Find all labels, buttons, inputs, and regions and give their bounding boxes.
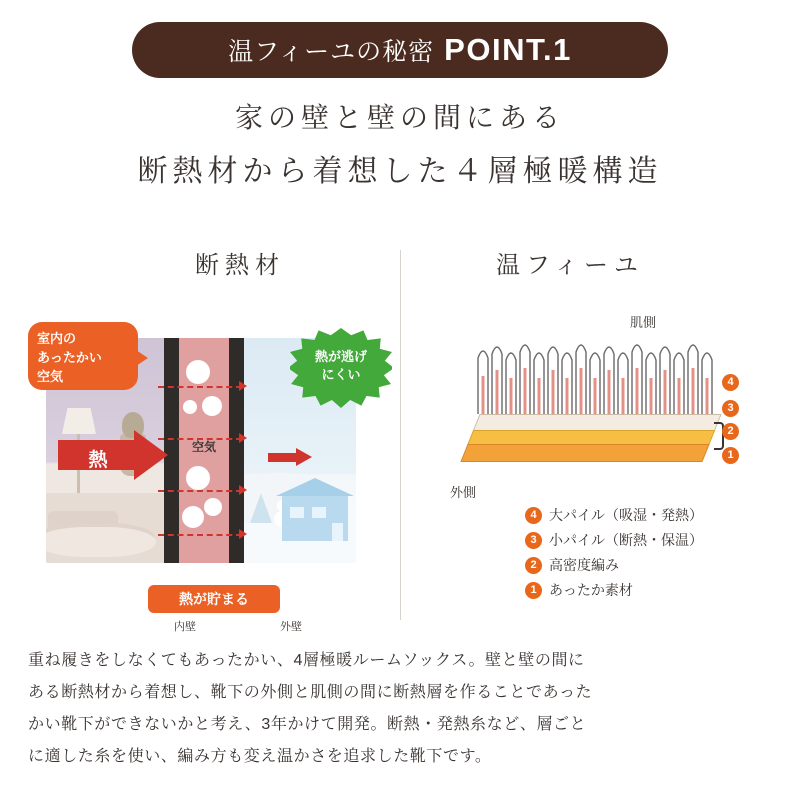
- legend-badge-1: 1: [525, 582, 542, 599]
- rug-icon: [46, 527, 156, 557]
- legend-row: [525, 530, 775, 550]
- heat-arrow: [58, 430, 173, 480]
- headline-line-2: 断熱材から着想した４層極暖構造: [137, 154, 663, 188]
- burst-text-line-2: にくい: [321, 367, 361, 383]
- layer-number-4: 4: [722, 372, 739, 391]
- layer-number-2: 2: [722, 421, 739, 440]
- heat-flow-dash: [158, 490, 242, 492]
- indoor-air-callout-line-2: あったかい: [37, 349, 102, 365]
- column-divider: [400, 250, 401, 620]
- house-window-icon: [290, 507, 304, 518]
- legend-label-2: 高密度編み: [549, 557, 619, 573]
- legend-row: [525, 580, 775, 600]
- legend-badge-2: 2: [525, 557, 542, 574]
- heat-escape-arrow-head-icon: [296, 448, 312, 466]
- heat-flow-dash: [158, 386, 242, 388]
- headline-line-1: 家の壁と壁の間にある: [234, 102, 565, 133]
- house-window-icon: [312, 507, 326, 518]
- heat-flow-arrow-icon: [239, 529, 247, 539]
- inner-wall-label: 内壁: [174, 621, 196, 633]
- body-paragraph: [28, 645, 772, 773]
- heat-flow-arrow-icon: [239, 381, 247, 391]
- fabric-layer-1: [460, 444, 709, 462]
- air-bubble: [204, 498, 222, 516]
- column-title-product: 温フィーユ: [495, 252, 645, 279]
- heat-flow-arrow-icon: [239, 485, 247, 495]
- fabric-legend: [525, 505, 775, 605]
- burst-text-line-1: 熱が逃げ: [314, 349, 367, 364]
- heat-flow-dash: [158, 534, 242, 536]
- headline: [0, 98, 800, 194]
- air-bubble: [186, 466, 210, 490]
- burst-text: [290, 348, 392, 384]
- tree-icon: [250, 493, 272, 523]
- heat-storage-tag: 熱が貯まる: [148, 585, 280, 613]
- legend-row: [525, 505, 775, 525]
- cavity-air-label: 空気: [191, 440, 216, 454]
- column-title-insulation: 断熱材: [195, 252, 285, 279]
- heat-escape-arrow-shaft: [268, 453, 298, 462]
- pile-loops-icon: [470, 336, 730, 414]
- legend-badge-4: 4: [525, 507, 542, 524]
- indoor-air-callout-line-1: 室内の: [37, 331, 77, 346]
- heat-arrow-head-icon: [134, 430, 168, 480]
- house-icon: [282, 495, 348, 541]
- fabric-cross-section: [470, 336, 730, 486]
- body-line-4: に適した糸を使い、編み方も変え温かさを追求した靴下です。: [28, 748, 492, 765]
- legend-badge-3: 3: [525, 532, 542, 549]
- body-line-3: かい靴下ができないかと考え、3年かけて開発。断熱・発熱糸など、層ごと: [28, 716, 587, 733]
- heat-flow-arrow-icon: [239, 433, 247, 443]
- fabric-illustration: [430, 300, 780, 620]
- legend-label-3: 小パイル（断熱・保温）: [549, 532, 703, 548]
- air-bubble: [183, 400, 197, 414]
- air-bubble: [186, 360, 210, 384]
- layer-number-3: 3: [722, 398, 739, 417]
- air-bubble: [202, 396, 222, 416]
- heat-escape-arrow: [268, 448, 314, 466]
- outside-label: 外側: [450, 485, 477, 500]
- indoor-air-callout-line-3: 空気: [37, 368, 64, 384]
- skin-side-label: 肌側: [630, 315, 657, 330]
- header-badge-jp: 温フィーユの秘密: [228, 38, 435, 66]
- air-bubble: [182, 506, 204, 528]
- legend-label-1: あったか素材: [549, 582, 633, 598]
- indoor-air-callout: [28, 322, 138, 390]
- header-badge: [132, 22, 668, 78]
- header-badge-en: POINT.1: [444, 32, 572, 67]
- legend-label-4: 大パイル（吸湿・発熱）: [549, 507, 703, 523]
- house-door-icon: [332, 523, 343, 541]
- outer-wall-label: 外壁: [280, 621, 302, 633]
- heat-retention-burst: [290, 328, 392, 408]
- body-line-1: 重ね履きをしなくてもあったかい、4層極暖ルームソックス。壁と壁の間に: [28, 652, 585, 669]
- layer-number-1: 1: [722, 445, 739, 464]
- body-line-2: ある断熱材から着想し、靴下の外側と肌側の間に断熱層を作ることであった: [28, 684, 593, 701]
- legend-row: [525, 555, 775, 575]
- heat-arrow-label: 熱: [88, 450, 108, 471]
